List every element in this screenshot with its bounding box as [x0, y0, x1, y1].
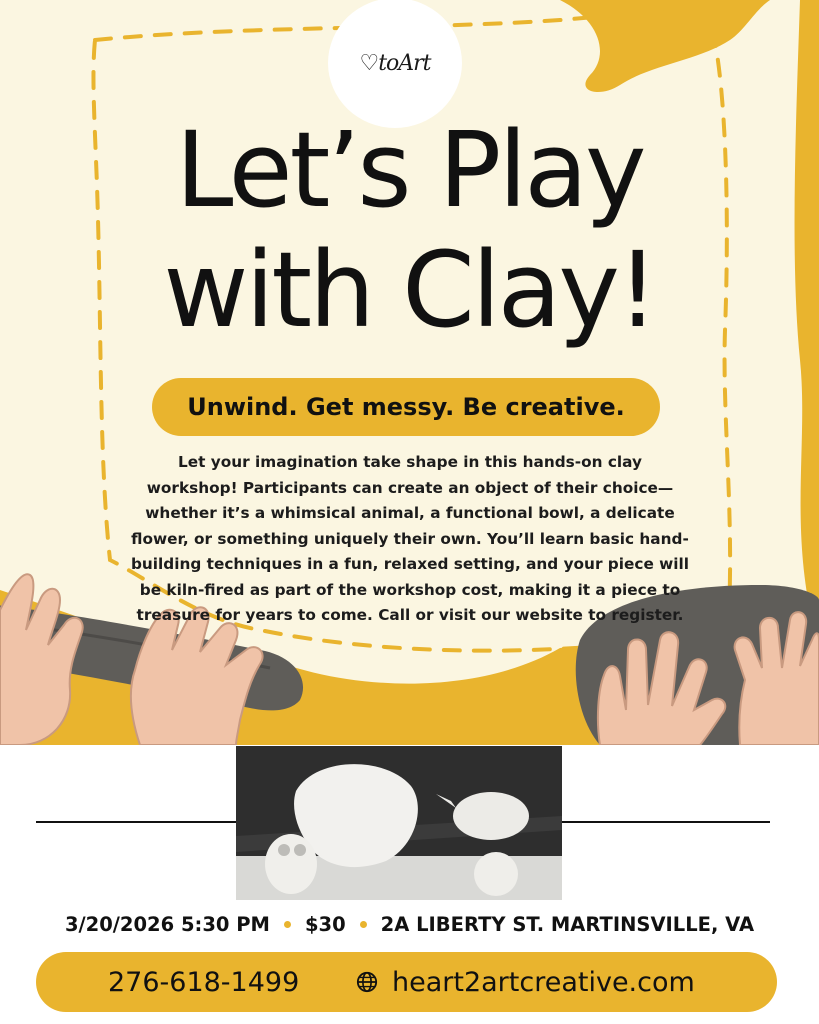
logo-text: ♡toArt [359, 50, 431, 76]
photo-illustration [236, 746, 562, 900]
tagline-banner: Unwind. Get messy. Be creative. [152, 378, 660, 436]
divider-right [562, 821, 770, 823]
phone-number[interactable]: 276-618-1499 [108, 966, 300, 998]
workshop-description: Let your imagination take shape in this hands-on clay workshop! Participants can create an object of their choice—whether it’s a whimsical animal, a functional bowl, a delicate flower, or something uniquely their own. You’ll learn basic hand-building techniques in a fun, relaxed setting, and your piece will be kiln-fired as part of the workshop cost, making it a piece to treasure for years to come. Call or visit our website to register. [130, 453, 690, 624]
website-link-wrapper[interactable] [356, 967, 695, 998]
headline-line-1: Let’s Play [175, 109, 644, 231]
event-datetime: 3/20/2026 5:30 PM [64, 913, 270, 936]
contact-bar [36, 952, 777, 1012]
event-price: $30 [304, 913, 346, 936]
event-details [0, 913, 819, 936]
clay-pieces-photo [236, 746, 562, 900]
website-link[interactable]: heart2artcreative.com [392, 966, 695, 998]
separator-dot [360, 921, 367, 928]
divider-left [36, 821, 236, 823]
globe-icon [356, 971, 378, 993]
separator-dot [284, 921, 291, 928]
headline-line-2: with Clay! [163, 229, 656, 351]
event-location: 2A LIBERTY ST. MARTINSVILLE, VA [380, 913, 755, 936]
